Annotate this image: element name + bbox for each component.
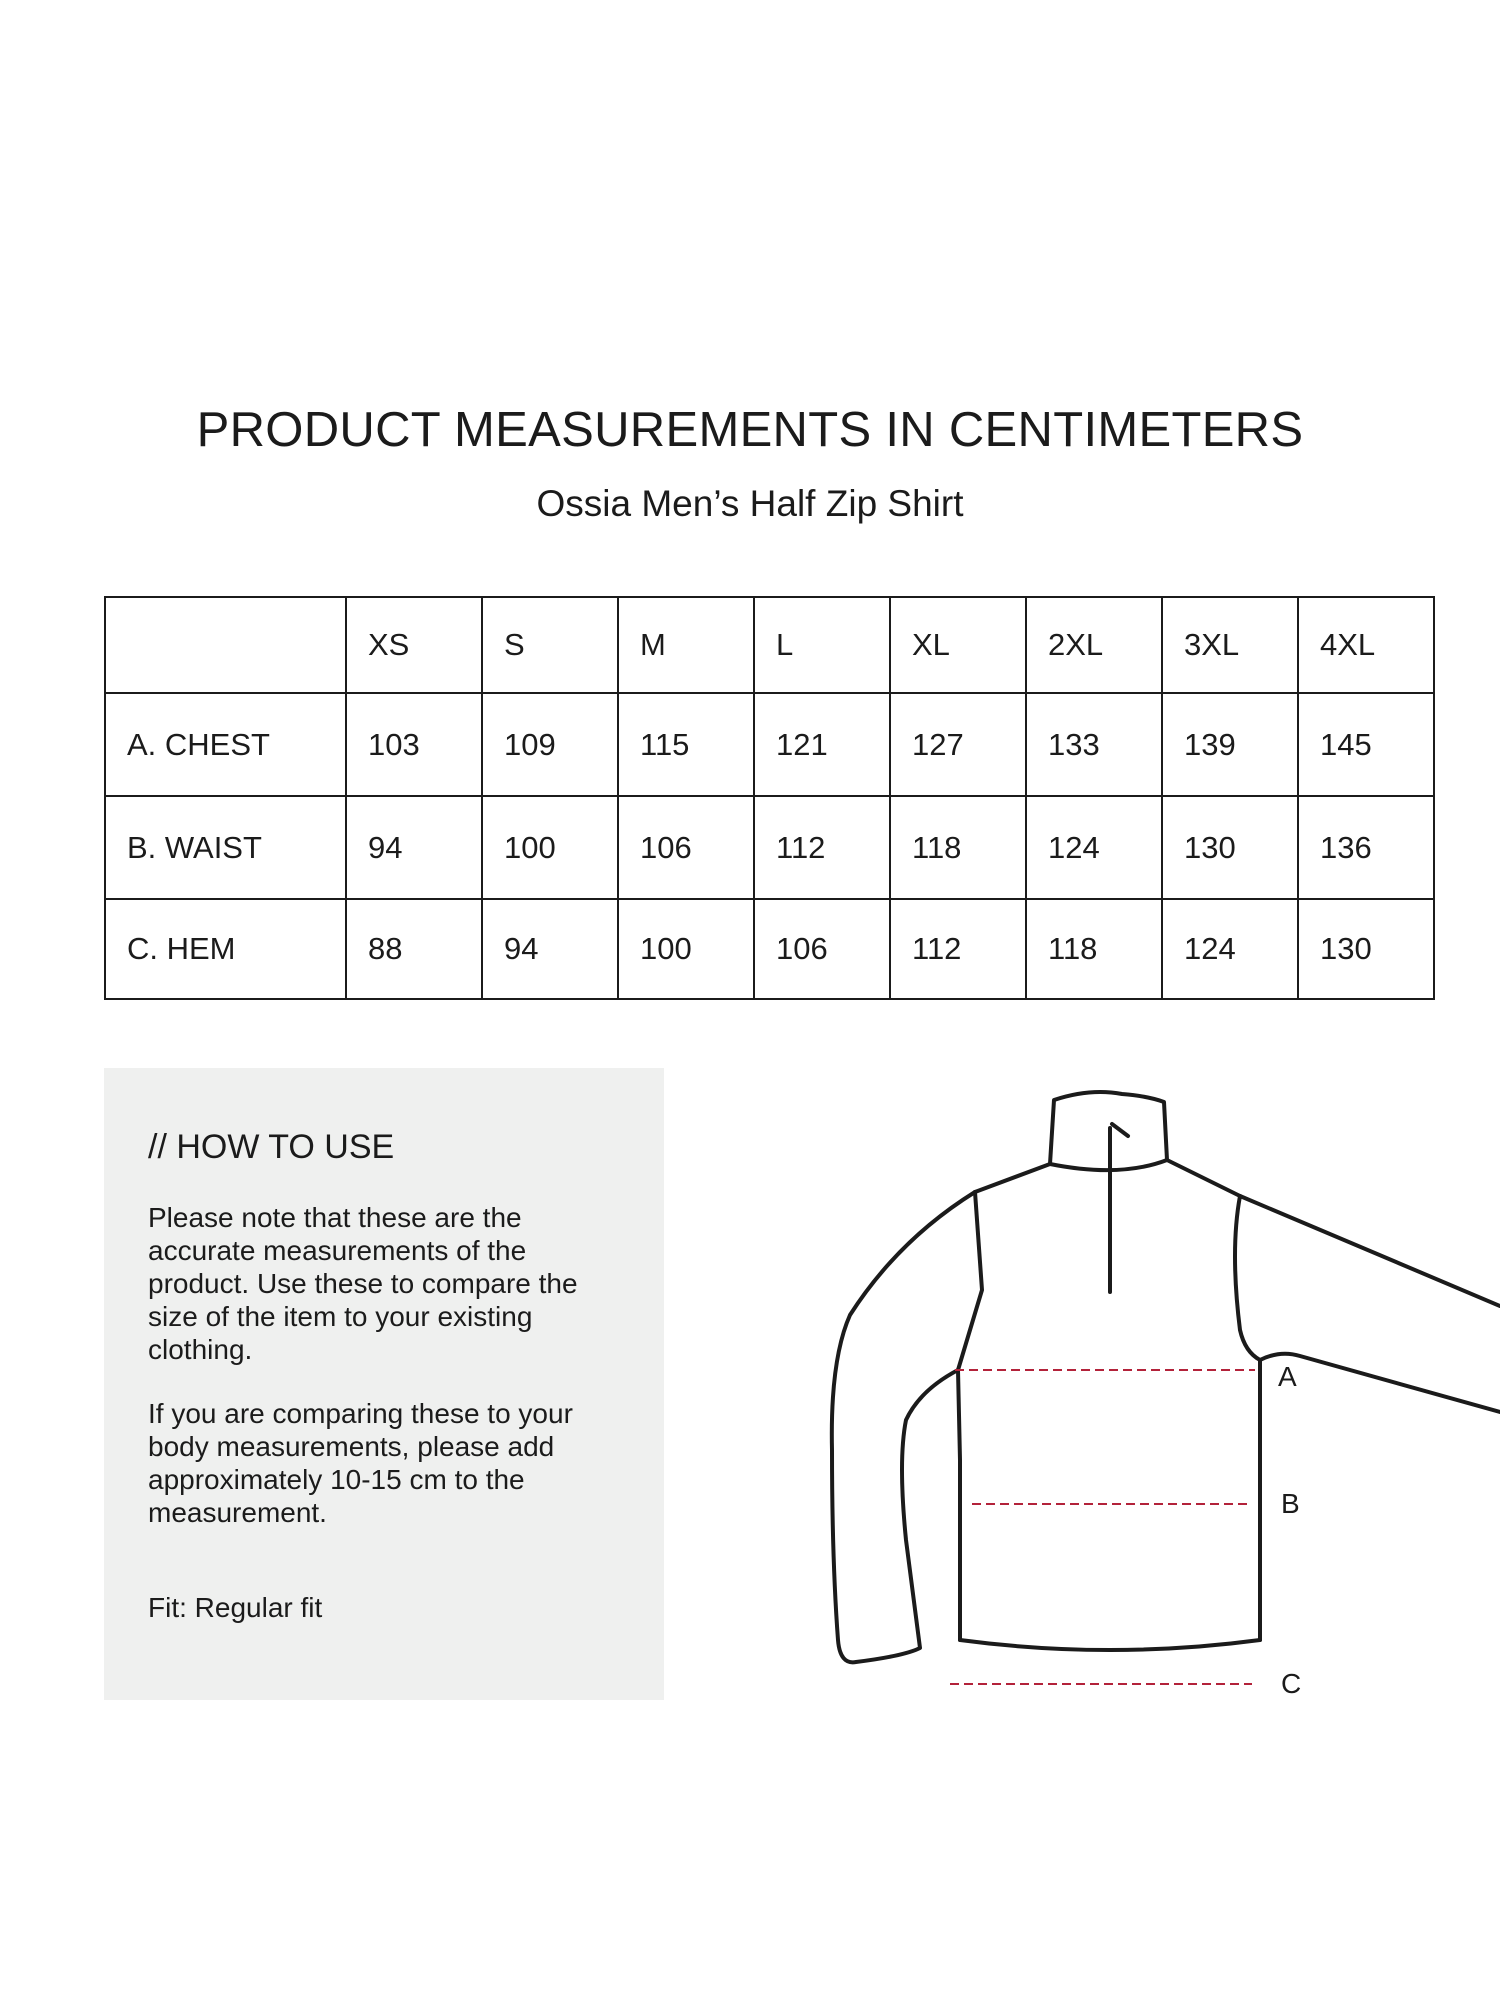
right-shoulder	[1167, 1160, 1240, 1196]
measurement-guides	[950, 1370, 1255, 1684]
row-label-waist: B. WAIST	[105, 796, 346, 899]
table-row-chest	[105, 693, 1434, 796]
garment-measurement-diagram	[800, 1080, 1500, 1720]
how-to-use-note: Please note that these are the accurate measurements of the product. Use these to compare the size of the item to your existing clothing.	[148, 1202, 578, 1365]
how-to-use-body-tip: If you are comparing these to your body measurements, please add approximately 10-15 cm to the measurement.	[148, 1398, 573, 1528]
table-row-hem	[105, 899, 1434, 999]
table-cell: 136	[1298, 796, 1434, 899]
left-shoulder	[975, 1164, 1050, 1192]
table-cell: 103	[346, 693, 482, 796]
page-title: PRODUCT MEASUREMENTS IN CENTIMETERS	[196, 403, 1304, 457]
size-header-2xl: 2XL	[1026, 597, 1162, 693]
table-cell: 127	[890, 693, 1026, 796]
table-cell: 124	[1162, 899, 1298, 999]
table-cell: 130	[1162, 796, 1298, 899]
table-cell: 118	[890, 796, 1026, 899]
body-left-side	[958, 1192, 982, 1640]
table-row-waist	[105, 796, 1434, 899]
table-cell: 112	[890, 899, 1026, 999]
table-cell: 124	[1026, 796, 1162, 899]
size-header-4xl: 4XL	[1298, 597, 1434, 693]
fit-info: Fit: Regular fit	[148, 1592, 323, 1623]
size-header-xs: XS	[346, 597, 482, 693]
row-label-hem: C. HEM	[105, 899, 346, 999]
table-cell: 94	[346, 796, 482, 899]
shirt-outline-icon	[832, 1092, 1500, 1662]
table-cell: 94	[482, 899, 618, 999]
body-right-side	[1235, 1196, 1260, 1640]
hem-label: C	[1281, 1668, 1302, 1699]
how-to-use-panel	[104, 1068, 664, 1700]
table-cell: 100	[482, 796, 618, 899]
waist-label: B	[1281, 1488, 1300, 1519]
table-cell: 133	[1026, 693, 1162, 796]
table-cell: 130	[1298, 899, 1434, 999]
table-cell: 106	[618, 796, 754, 899]
header-empty-cell	[105, 597, 346, 693]
table-cell: 100	[618, 899, 754, 999]
size-header-xl: XL	[890, 597, 1026, 693]
size-header-s: S	[482, 597, 618, 693]
row-label-chest: A. CHEST	[105, 693, 346, 796]
size-chart-table	[104, 596, 1435, 1000]
size-header-row	[105, 597, 1434, 693]
size-header-3xl: 3XL	[1162, 597, 1298, 693]
size-header-m: M	[618, 597, 754, 693]
right-sleeve-top	[1240, 1196, 1500, 1306]
product-name: Ossia Men’s Half Zip Shirt	[536, 483, 964, 524]
table-cell: 121	[754, 693, 890, 796]
table-cell: 88	[346, 899, 482, 999]
table-cell: 109	[482, 693, 618, 796]
table-cell: 145	[1298, 693, 1434, 796]
collar-zip-pull	[1112, 1124, 1128, 1136]
table-cell: 139	[1162, 693, 1298, 796]
chest-label: A	[1278, 1361, 1297, 1392]
table-cell: 112	[754, 796, 890, 899]
how-to-use-heading: // HOW TO USE	[148, 1128, 395, 1166]
hem-line	[960, 1640, 1260, 1650]
size-header-l: L	[754, 597, 890, 693]
table-cell: 106	[754, 899, 890, 999]
table-cell: 118	[1026, 899, 1162, 999]
table-cell: 115	[618, 693, 754, 796]
left-sleeve-outer	[832, 1192, 975, 1662]
